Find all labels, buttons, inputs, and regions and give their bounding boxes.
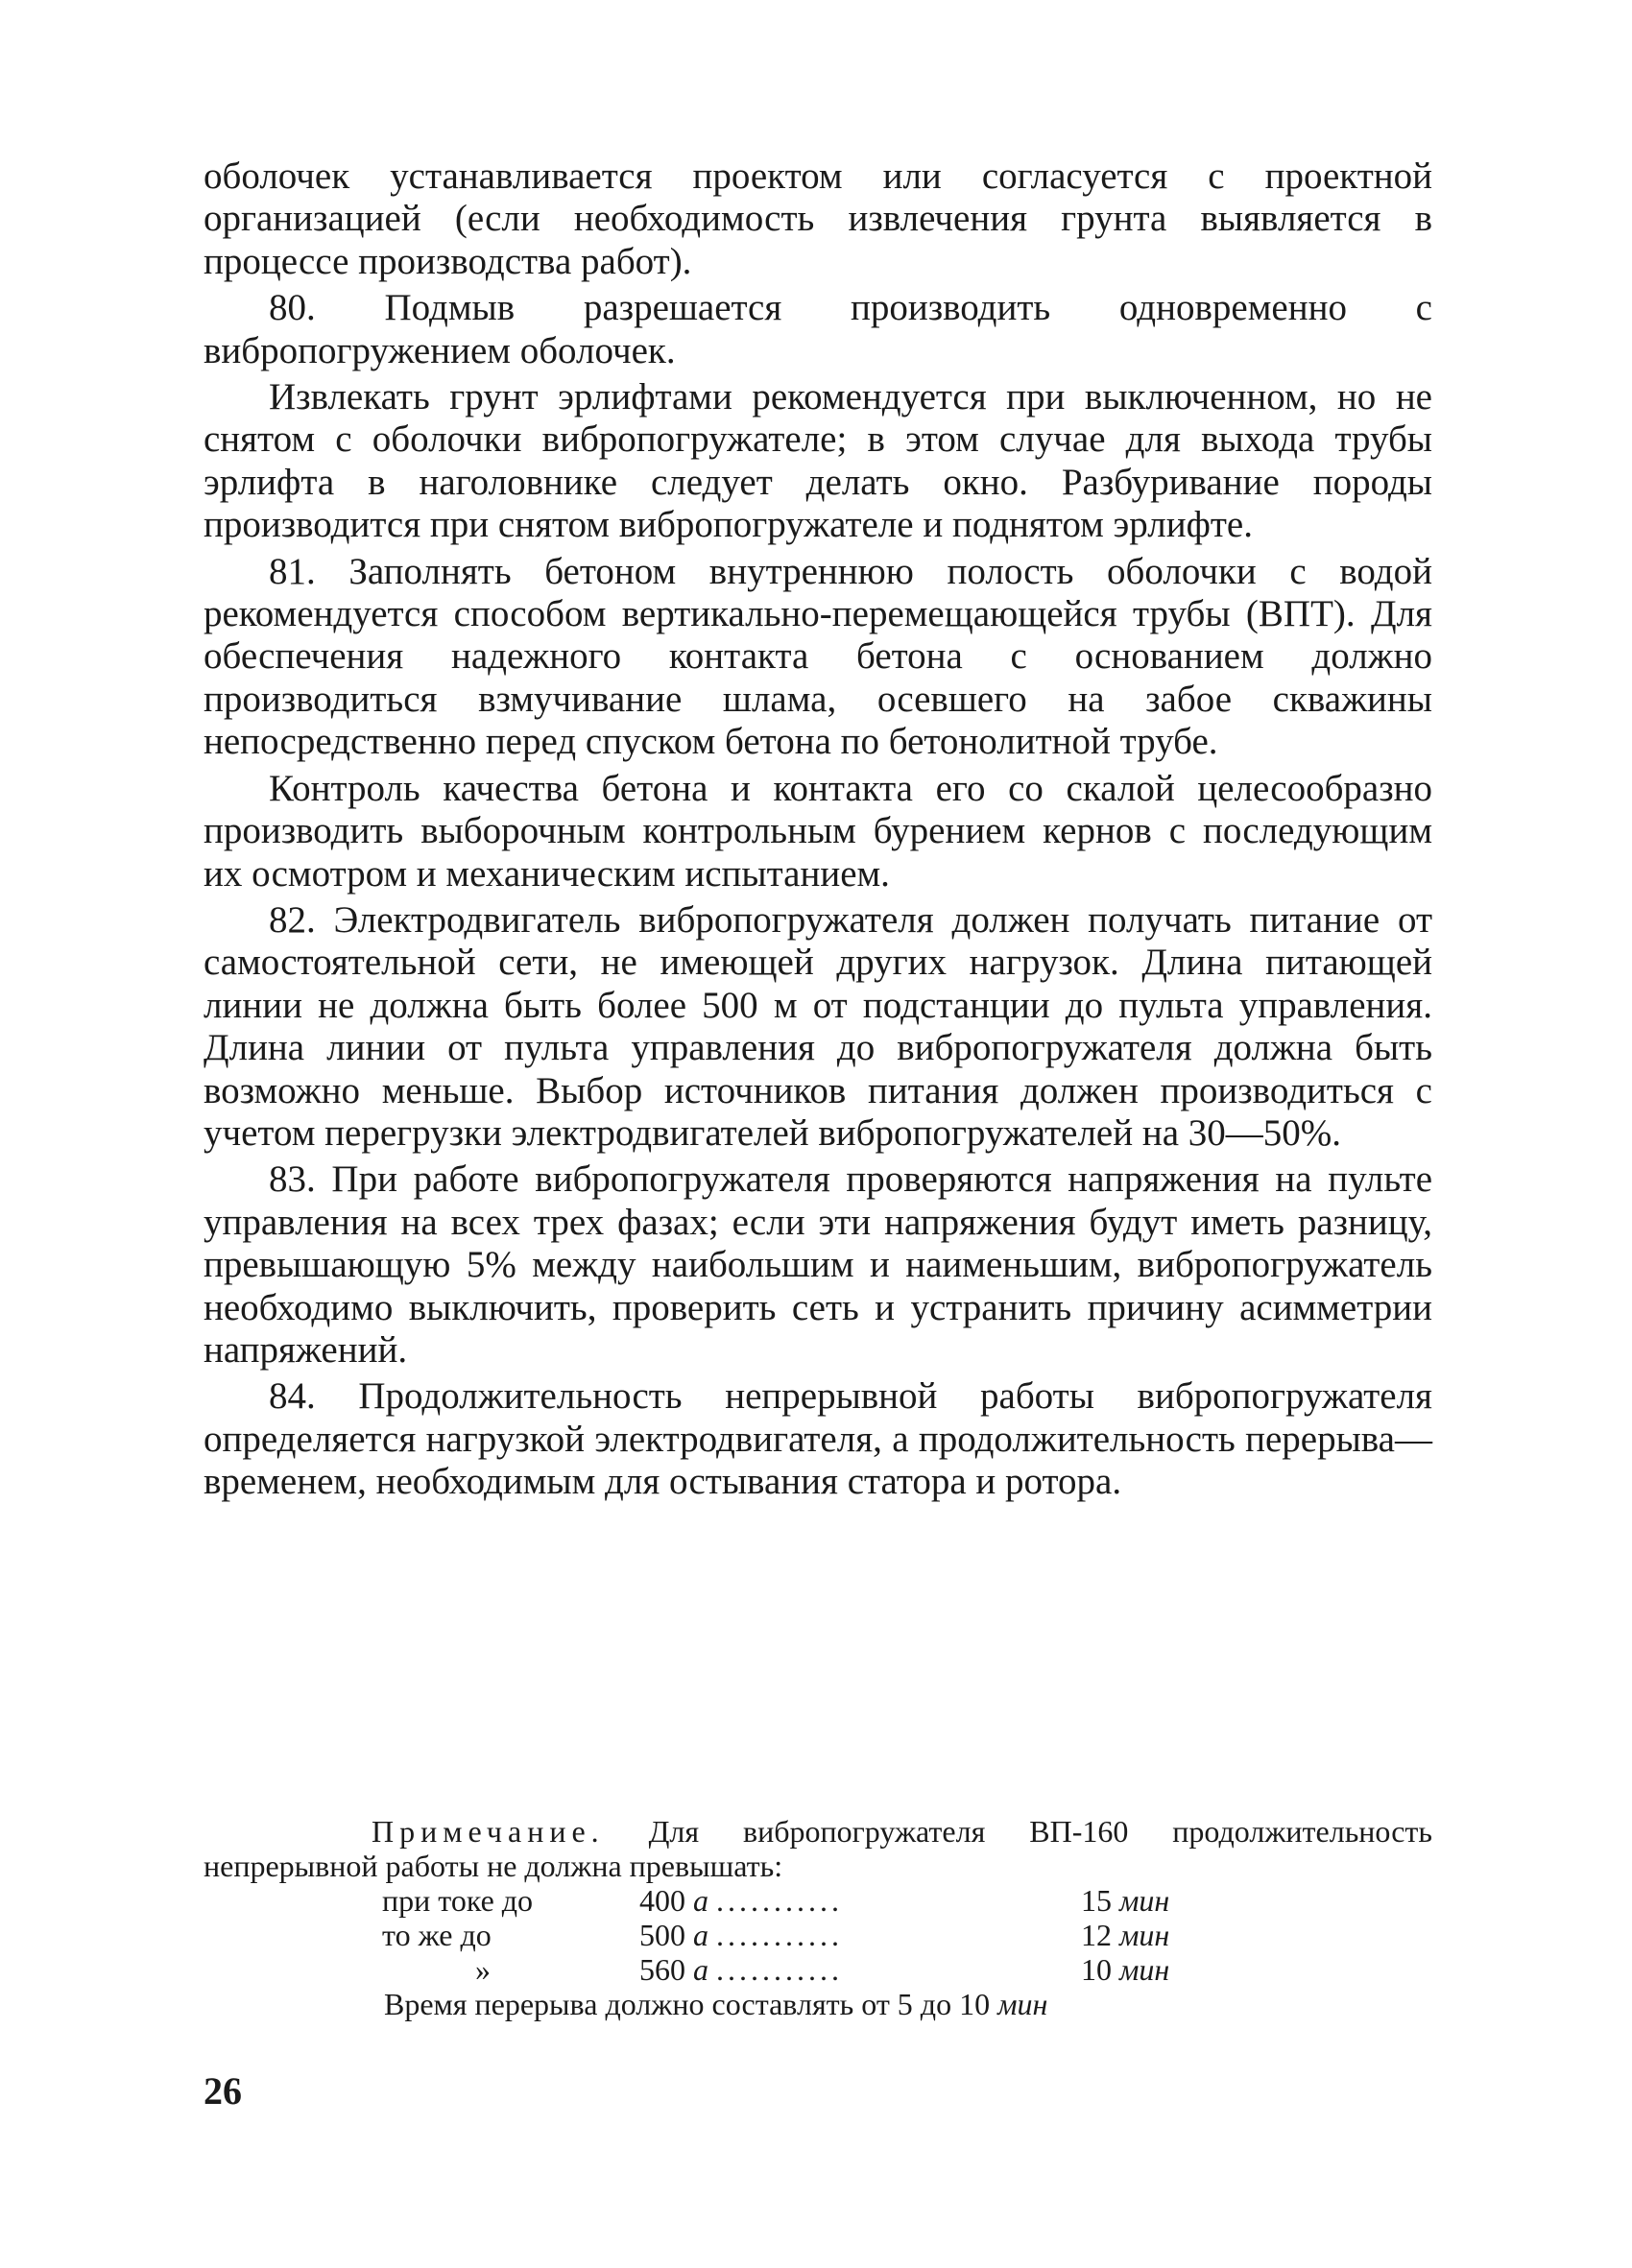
note-row-leader: ...........: [716, 1918, 843, 1952]
note-body: Для вибропогружателя ВП-160 продолжительность непрерывной работы не должна превышать:: [204, 1814, 1432, 1883]
paragraph-quality-control: Контроль качества бетона и контакта его со скалой целесообразно производить выборочным контрольным бурением кернов с последующим их осмотром и механическим испытанием.: [204, 767, 1432, 895]
paragraph-84: 84. Продолжительность непрерывной работы вибропогружателя определяется нагрузкой электродвигателя, а продолжительность перерыва—временем, необходимым для остывания статора и ротора.: [204, 1375, 1432, 1503]
note-row-condition: »: [475, 1952, 491, 1987]
note-row-condition: при токе до: [382, 1883, 534, 1918]
note-row-current: 500 а: [639, 1918, 708, 1952]
note-row-value: 15 мин: [1081, 1883, 1170, 1918]
paragraph-airlift: Извлекать грунт эрлифтами рекомендуется при выключенном, но не снятом с оболочки вибропогружателе; в этом случае для выхода трубы эрлифта в наголовнике следует делать окно. Разбуривание породы производится при снятом вибропогружателе и поднятом эрлифте.: [204, 376, 1432, 546]
paragraph-82: 82. Электродвигатель вибропогружателя должен получать питание от самостоятельной сети, не имеющей других нагрузок. Длина питающей линии не должна быть более 500 м от подстанции до пульта управления. Длина линии от пульта управления до вибропогружателя должна быть возможно меньше. Выбор источников питания должен производиться с учетом перегрузки электродвигателей вибропогружателей на 30—50%.: [204, 898, 1432, 1154]
note-row-value: 12 мин: [1081, 1918, 1170, 1952]
note-break-time: Время перерыва должно составлять от 5 до 10 мин: [384, 1987, 1048, 2021]
note-table: [382, 1883, 1215, 1987]
page-number: 26: [204, 2069, 242, 2113]
page-body: [204, 155, 1432, 1504]
note-label: Примечание.: [372, 1814, 605, 1849]
note-row-current: 560 а: [639, 1952, 708, 1987]
paragraph-83: 83. При работе вибропогружателя проверяются напряжения на пульте управления на всех трех фазах; если эти напряжения будут иметь разницу, превышающую 5% между наибольшим и наименьшим, вибропогружатель необходимо выключить, проверить сеть и устранить причину асимметрии напряжений.: [204, 1158, 1432, 1371]
note-row-current: 400 а: [639, 1883, 708, 1918]
note-row-value: 10 мин: [1081, 1952, 1170, 1987]
note-row-leader: ...........: [716, 1883, 843, 1918]
paragraph-continuation: оболочек устанавливается проектом или согласуется с проектной организацией (если необходимость извлечения грунта выявляется в процессе производства работ).: [204, 155, 1432, 282]
paragraph-80: 80. Подмыв разрешается производить одновременно с вибропогружением оболочек.: [204, 287, 1432, 371]
note-row: [382, 1883, 1215, 1918]
note-row: [382, 1952, 1215, 1987]
note-row: [382, 1918, 1215, 1952]
paragraph-81: 81. Заполнять бетоном внутреннюю полость оболочки с водой рекомендуется способом вертикально-перемещающейся трубы (ВПТ). Для обеспечения надежного контакта бетона с основанием должно производиться взмучивание шлама, осевшего на забое скважины непосредственно перед спуском бетона по бетонолитной трубе.: [204, 550, 1432, 763]
note-row-condition: то же до: [382, 1918, 492, 1952]
note-row-leader: ...........: [716, 1952, 843, 1987]
note-block: [204, 1814, 1432, 2021]
note-text: [204, 1814, 1432, 1883]
